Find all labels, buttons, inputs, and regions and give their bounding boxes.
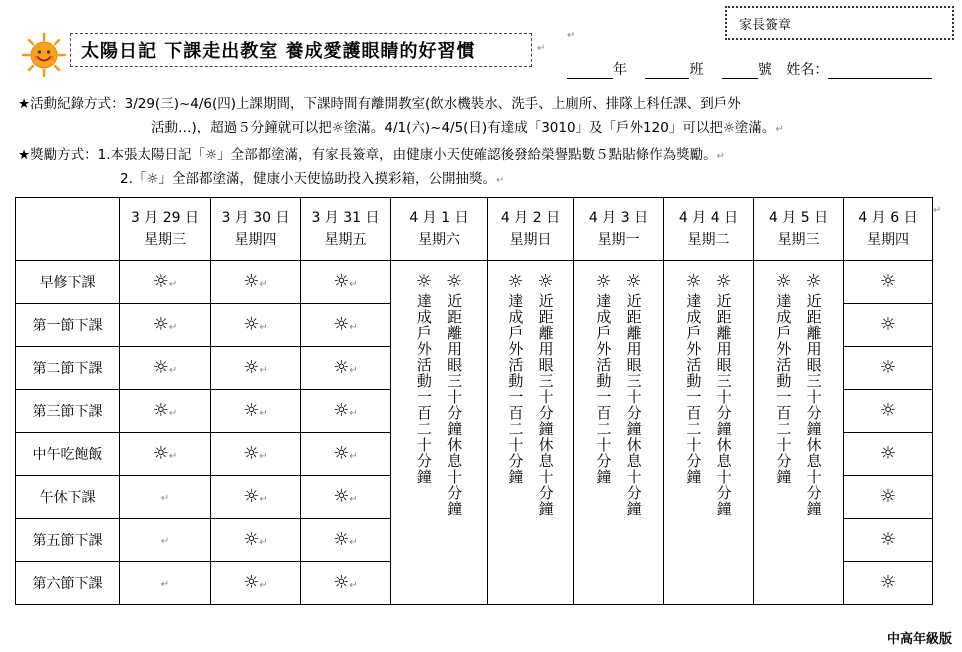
sun-cell[interactable] <box>844 433 933 476</box>
near-vision-goal[interactable] <box>626 271 642 517</box>
sun-icon[interactable]: ☼ <box>243 529 260 550</box>
holiday-cell <box>488 261 574 605</box>
page-title <box>70 33 532 67</box>
sun-icon[interactable]: ☼ <box>446 271 463 292</box>
day-header-cell <box>120 198 211 261</box>
day-weekday: 星期三 <box>777 232 820 248</box>
sun-icon[interactable]: ☼ <box>685 271 702 292</box>
day-date: 4 月 4 日 <box>678 210 739 226</box>
sun-icon[interactable]: ☼ <box>152 271 169 292</box>
sun-cell[interactable] <box>844 476 933 519</box>
student-info-line <box>567 59 932 79</box>
number-field[interactable] <box>722 62 758 79</box>
paragraph-mark: ↵ <box>259 279 268 290</box>
sun-cell[interactable] <box>120 476 211 519</box>
period-label: 中午吃飽飯 <box>16 433 120 476</box>
record-line1: 3/29(三)~4/6(四)上課期間，下課時間有離開教室(飲水機裝水、洗手、上廁所、排隊上科任課、到戶外 <box>124 96 741 112</box>
paragraph-mark: ↵ <box>933 205 942 216</box>
holiday-cell <box>391 261 488 605</box>
sun-icon[interactable]: ☼ <box>333 443 350 464</box>
day-weekday: 星期六 <box>418 232 460 248</box>
reward-heading: ★獎勵方式： <box>18 147 98 163</box>
sun-icon[interactable]: ☼ <box>333 400 350 421</box>
paragraph-mark: ↵ <box>259 408 268 419</box>
sun-icon[interactable]: ☼ <box>879 572 897 593</box>
page-title-text: 太陽日記 下課走出教室 養成愛護眼睛的好習慣 <box>81 41 476 62</box>
near-vision-goal-text: 近距離用眼三十分鐘休息十分鐘 <box>445 293 464 517</box>
paragraph-mark: ↵ <box>716 151 725 162</box>
sun-icon[interactable]: ☼ <box>879 314 897 335</box>
sun-icon[interactable]: ☼ <box>879 357 897 378</box>
reward-line1: 1.本張太陽日記「☼」全部都塗滿，有家長簽章，由健康小天使確認後發給榮譽點數５點貼條作為獎勵。 <box>97 147 717 163</box>
day-date: 4 月 2 日 <box>500 210 561 226</box>
sun-icon[interactable]: ☼ <box>333 572 350 593</box>
day-header-cell <box>574 198 664 261</box>
sun-icon[interactable]: ☼ <box>243 314 260 335</box>
day-weekday: 星期三 <box>144 232 186 248</box>
paragraph-mark: ↵ <box>168 365 178 376</box>
day-date: 4 月 1 日 <box>409 210 469 226</box>
table-corner-cell <box>16 198 120 261</box>
paragraph-mark: ↵ <box>259 494 268 505</box>
sun-icon[interactable]: ☼ <box>879 443 897 464</box>
sun-icon[interactable]: ☼ <box>243 443 260 464</box>
paragraph-mark: ↵ <box>259 580 268 591</box>
sun-cell[interactable] <box>301 519 391 562</box>
sun-icon[interactable]: ☼ <box>507 271 524 292</box>
holiday-cell <box>574 261 664 605</box>
paragraph-mark: ↵ <box>259 322 268 333</box>
sun-cell[interactable] <box>120 390 211 433</box>
paragraph-mark: ↵ <box>349 537 358 548</box>
sun-cell[interactable] <box>211 519 301 562</box>
sun-icon[interactable]: ☼ <box>333 529 350 550</box>
class-field[interactable] <box>645 62 689 79</box>
sun-icon[interactable]: ☼ <box>595 271 612 292</box>
near-vision-goal-text: 近距離用眼三十分鐘休息十分鐘 <box>536 293 555 517</box>
parent-signature-label: 家長簽章 <box>739 17 792 33</box>
near-vision-goal-text: 近距離用眼三十分鐘休息十分鐘 <box>804 293 823 517</box>
day-header-cell <box>664 198 754 261</box>
paragraph-mark: ↵ <box>160 536 170 547</box>
year-field[interactable] <box>567 62 613 79</box>
sun-cell[interactable] <box>211 261 301 304</box>
day-header-cell <box>488 198 574 261</box>
day-date: 3 月 31 日 <box>311 210 380 226</box>
sun-cell[interactable] <box>844 519 933 562</box>
near-vision-goal[interactable] <box>806 271 822 517</box>
sun-icon[interactable]: ☼ <box>333 357 350 378</box>
outdoor-goal[interactable] <box>595 271 611 517</box>
paragraph-mark: ↵ <box>495 175 505 186</box>
paragraph-mark: ↵ <box>259 537 268 548</box>
version-footer: 中高年級版 <box>886 632 952 647</box>
day-weekday: 星期五 <box>324 232 367 248</box>
outdoor-goal-text: 達成戶外活動一百二十分鐘 <box>506 293 525 485</box>
sun-cell[interactable] <box>301 304 391 347</box>
sun-icon[interactable]: ☼ <box>415 271 432 292</box>
sun-cell[interactable] <box>301 261 391 304</box>
sun-icon[interactable]: ☼ <box>537 271 554 292</box>
reward-rule-line2 <box>120 168 504 192</box>
sun-icon[interactable]: ☼ <box>879 271 897 292</box>
outdoor-goal[interactable] <box>685 271 701 517</box>
sun-cell[interactable] <box>301 476 391 519</box>
sun-cell[interactable] <box>211 390 301 433</box>
outdoor-goal[interactable] <box>416 271 432 517</box>
sun-cell[interactable] <box>211 476 301 519</box>
paragraph-mark: ↵ <box>349 494 358 505</box>
outdoor-goal[interactable] <box>507 271 523 517</box>
sun-cell[interactable] <box>211 347 301 390</box>
sun-cell[interactable] <box>120 519 211 562</box>
sun-icon[interactable]: ☼ <box>879 486 897 507</box>
period-label: 第六節下課 <box>16 562 120 605</box>
sun-icon[interactable]: ☼ <box>152 400 169 421</box>
sun-cell[interactable] <box>211 433 301 476</box>
sun-cell[interactable] <box>844 562 933 605</box>
sun-diary-table <box>15 197 933 605</box>
period-label: 第三節下課 <box>16 390 120 433</box>
sun-cell[interactable] <box>301 433 391 476</box>
sun-cell[interactable] <box>844 390 933 433</box>
day-weekday: 星期二 <box>687 232 730 248</box>
sun-cell[interactable] <box>120 261 211 304</box>
name-field[interactable] <box>828 62 932 79</box>
record-rule-line1 <box>18 93 741 115</box>
paragraph-mark: ↵ <box>168 408 178 419</box>
sun-icon[interactable]: ☼ <box>152 443 169 464</box>
day-date: 4 月 5 日 <box>768 210 829 226</box>
outdoor-goal-text: 達成戶外活動一百二十分鐘 <box>774 293 793 485</box>
near-vision-goal[interactable] <box>538 271 554 517</box>
period-label: 午休下課 <box>16 476 120 519</box>
sun-icon[interactable]: ☼ <box>879 529 897 550</box>
paragraph-mark: ↵ <box>349 365 358 376</box>
near-vision-goal[interactable] <box>716 271 732 517</box>
paragraph-mark: ↵ <box>168 451 178 462</box>
paragraph-mark: ↵ <box>168 279 178 290</box>
day-weekday: 星期四 <box>867 232 909 248</box>
paragraph-mark: ↵ <box>168 322 178 333</box>
year-label: 年 <box>613 62 627 78</box>
sun-icon[interactable]: ☼ <box>243 357 260 378</box>
holiday-cell <box>664 261 754 605</box>
sun-icon[interactable]: ☼ <box>333 271 350 292</box>
sun-cell[interactable] <box>301 562 391 605</box>
day-date: 4 月 3 日 <box>588 210 649 226</box>
sun-icon[interactable]: ☼ <box>805 271 822 292</box>
sun-icon[interactable]: ☼ <box>152 314 169 335</box>
paragraph-mark: ↵ <box>349 322 358 333</box>
sun-icon[interactable]: ☼ <box>625 271 642 292</box>
number-label: 號 <box>757 62 772 78</box>
sun-cell[interactable] <box>844 261 933 304</box>
sun-icon[interactable]: ☼ <box>333 486 350 507</box>
sun-icon[interactable]: ☼ <box>152 357 169 378</box>
record-rule-line2 <box>151 117 784 141</box>
sun-cell[interactable] <box>211 562 301 605</box>
day-date: 3 月 30 日 <box>221 210 290 226</box>
sun-cell[interactable] <box>120 304 211 347</box>
sun-icon[interactable]: ☼ <box>333 314 350 335</box>
outdoor-goal[interactable] <box>775 271 791 517</box>
period-label: 第二節下課 <box>16 347 120 390</box>
sun-icon[interactable]: ☼ <box>243 400 260 421</box>
sun-cell[interactable] <box>120 433 211 476</box>
parent-signature-box[interactable] <box>725 6 954 40</box>
day-weekday: 星期一 <box>597 232 640 248</box>
day-weekday: 星期四 <box>234 232 277 248</box>
paragraph-mark: ↵ <box>775 124 784 135</box>
sun-icon[interactable]: ☼ <box>879 400 897 421</box>
near-vision-goal-text: 近距離用眼三十分鐘休息十分鐘 <box>624 293 643 517</box>
near-vision-goal[interactable] <box>446 271 462 517</box>
sun-icon[interactable]: ☼ <box>243 486 260 507</box>
period-label: 第五節下課 <box>16 519 120 562</box>
day-header-cell <box>211 198 301 261</box>
paragraph-mark: ↵ <box>349 279 358 290</box>
name-label: 姓名： <box>786 62 829 78</box>
outdoor-goal-text: 達成戶外活動一百二十分鐘 <box>684 293 703 485</box>
sun-cell[interactable] <box>301 390 391 433</box>
record-line2: 活動…)，超過５分鐘就可以把☼塗滿。4/1(六)~4/5(日)有達成「3010」及「戶外120」可以把☼塗滿。 <box>151 120 776 136</box>
outdoor-goal-text: 達成戶外活動一百二十分鐘 <box>594 293 613 485</box>
day-weekday: 星期日 <box>509 232 552 248</box>
near-vision-goal-text: 近距離用眼三十分鐘休息十分鐘 <box>714 293 733 517</box>
day-date: 3 月 29 日 <box>130 210 200 226</box>
reward-rule-line1 <box>18 144 725 168</box>
sun-icon[interactable]: ☼ <box>243 572 260 593</box>
outdoor-goal-text: 達成戶外活動一百二十分鐘 <box>414 293 433 485</box>
sun-cell[interactable] <box>120 347 211 390</box>
sun-cell[interactable] <box>301 347 391 390</box>
sun-logo-icon <box>22 33 66 77</box>
sun-icon[interactable]: ☼ <box>715 271 732 292</box>
sun-cell[interactable] <box>120 562 211 605</box>
holiday-cell <box>754 261 844 605</box>
reward-line2: 2.「☼」全部都塗滿，健康小天使協助投入摸彩箱，公開抽獎。 <box>120 171 496 187</box>
paragraph-mark: ↵ <box>160 493 170 504</box>
paragraph-mark: ↵ <box>160 579 170 590</box>
day-date: 4 月 6 日 <box>858 210 918 226</box>
sun-cell[interactable] <box>211 304 301 347</box>
period-label: 第一節下課 <box>16 304 120 347</box>
day-header-cell <box>391 198 488 261</box>
paragraph-mark: ↵ <box>567 30 576 41</box>
paragraph-mark: ↵ <box>349 451 358 462</box>
record-heading: ★活動紀錄方式： <box>18 96 125 112</box>
day-header-cell <box>844 198 933 261</box>
paragraph-mark: ↵ <box>537 43 546 54</box>
period-label: 早修下課 <box>16 261 120 304</box>
paragraph-mark: ↵ <box>259 365 268 376</box>
sun-cell[interactable] <box>844 347 933 390</box>
day-header-cell <box>301 198 391 261</box>
sun-cell[interactable] <box>844 304 933 347</box>
paragraph-mark: ↵ <box>259 451 268 462</box>
sun-icon[interactable]: ☼ <box>775 271 792 292</box>
class-label: 班 <box>689 62 704 78</box>
day-header-cell <box>754 198 844 261</box>
sun-icon[interactable]: ☼ <box>243 271 260 292</box>
paragraph-mark: ↵ <box>349 580 358 591</box>
paragraph-mark: ↵ <box>349 408 358 419</box>
